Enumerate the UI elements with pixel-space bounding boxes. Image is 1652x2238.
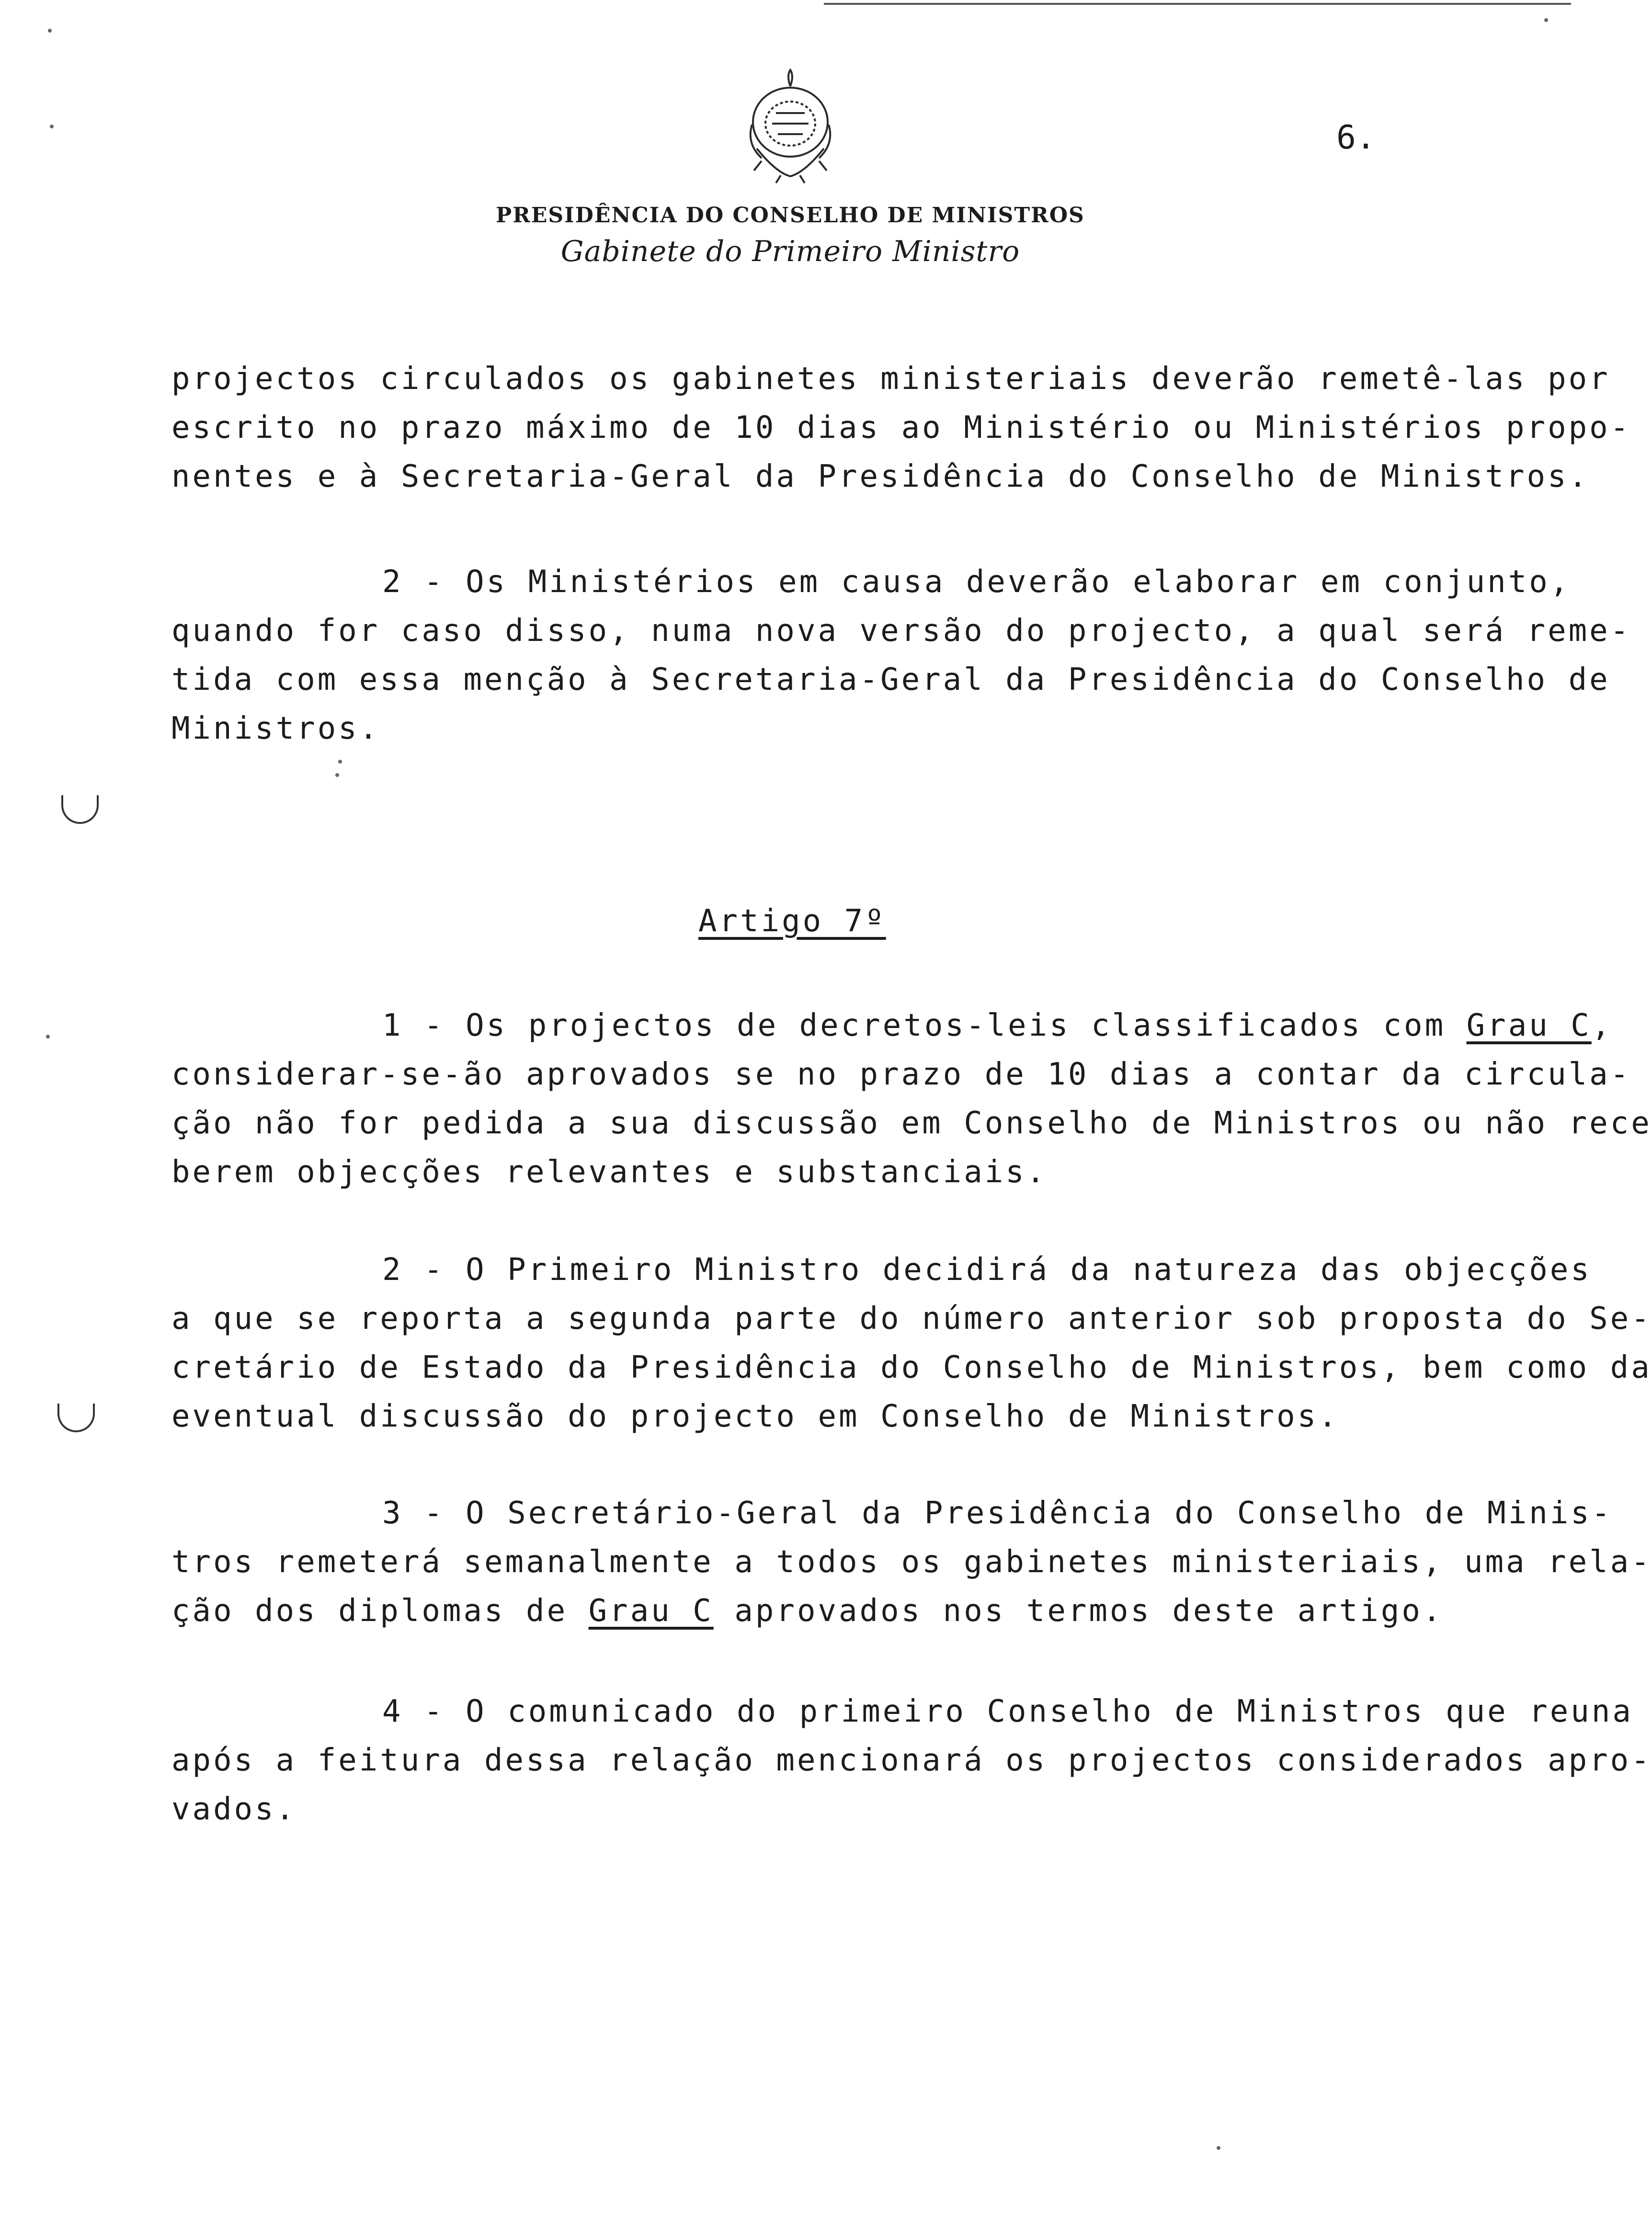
text-line: nentes e à Secretaria-Geral da Presidência do Conselho de Ministros. — [171, 459, 1590, 494]
text-segment: ção dos diplomas de — [171, 1593, 589, 1629]
scan-dot — [46, 1035, 50, 1039]
text-line: a que se reporta a segunda parte do número anterior sob proposta do Se- — [171, 1301, 1652, 1336]
text-line: 2 - Os Ministérios em causa deverão elaborar em conjunto, — [382, 564, 1571, 600]
scan-dot — [1544, 18, 1548, 22]
article-paragraph-3 — [171, 1489, 1652, 1635]
text-line — [171, 1587, 1561, 1635]
text-segment: 1 - Os projectos de decretos-leis classificados com — [382, 1008, 1467, 1043]
office-name: Gabinete do Primeiro Ministro — [560, 235, 1020, 268]
grau-c-label: Grau C — [1466, 1008, 1592, 1043]
text-line: ção não for pedida a sua discussão em Conselho de Ministros ou não rece — [171, 1106, 1652, 1141]
text-line: eventual discussão do projecto em Conselho de Ministros. — [171, 1399, 1339, 1434]
text-line — [171, 1001, 1613, 1050]
scan-dot — [1217, 2146, 1220, 2150]
article-heading: Artigo 7º — [698, 903, 886, 939]
text-line: após a feitura dessa relação mencionará os projectos considerados apro- — [171, 1743, 1652, 1778]
text-line: cretário de Estado da Presidência do Conselho de Ministros, bem como da — [171, 1350, 1652, 1385]
paragraph-continuation — [171, 354, 1631, 501]
coat-of-arms-icon — [728, 67, 853, 187]
margin-mark — [61, 795, 99, 824]
text-line: 2 - O Primeiro Ministro decidirá da natureza das objecções — [382, 1252, 1592, 1288]
article-paragraph-1 — [171, 1001, 1652, 1197]
text-line: quando for caso disso, numa nova versão do projecto, a qual será reme- — [171, 613, 1631, 649]
text-line: 4 - O comunicado do primeiro Conselho de Ministros que reuna — [382, 1694, 1633, 1729]
scan-dot — [50, 125, 54, 128]
page-number: 6. — [1336, 119, 1376, 157]
article-paragraph-4 — [171, 1687, 1652, 1834]
text-line: Ministros. — [171, 711, 380, 746]
scan-dot — [335, 773, 339, 777]
text-line: vados. — [171, 1792, 297, 1827]
text-segment: , — [1591, 1008, 1613, 1043]
text-line: berem objecções relevantes e substanciais. — [171, 1154, 1048, 1190]
text-line: tida com essa menção à Secretaria-Geral da Presidência do Conselho de — [171, 662, 1610, 697]
grau-c-label: Grau C — [588, 1593, 714, 1629]
text-line: projectos circulados os gabinetes ministeriais deverão remetê-las por — [171, 361, 1610, 397]
scan-dot — [338, 760, 342, 764]
text-line: escrito no prazo máximo de 10 dias ao Ministério ou Ministérios propo- — [171, 410, 1631, 445]
institution-name: PRESIDÊNCIA DO CONSELHO DE MINISTROS — [496, 203, 1085, 228]
text-segment: aprovados nos termos deste artigo. — [713, 1593, 1444, 1629]
text-line: 3 - O Secretário-Geral da Presidência do Conselho de Minis- — [382, 1496, 1613, 1531]
text-line: tros remeterá semanalmente a todos os gabinetes ministeriais, uma rela- — [171, 1544, 1652, 1580]
text-line: considerar-se-ão aprovados se no prazo de 10 dias a contar da circula- — [171, 1057, 1631, 1092]
margin-mark — [57, 1404, 95, 1432]
paragraph-2 — [171, 558, 1631, 753]
article-paragraph-2 — [171, 1245, 1652, 1441]
top-rule — [824, 3, 1571, 5]
scan-dot — [48, 29, 52, 33]
